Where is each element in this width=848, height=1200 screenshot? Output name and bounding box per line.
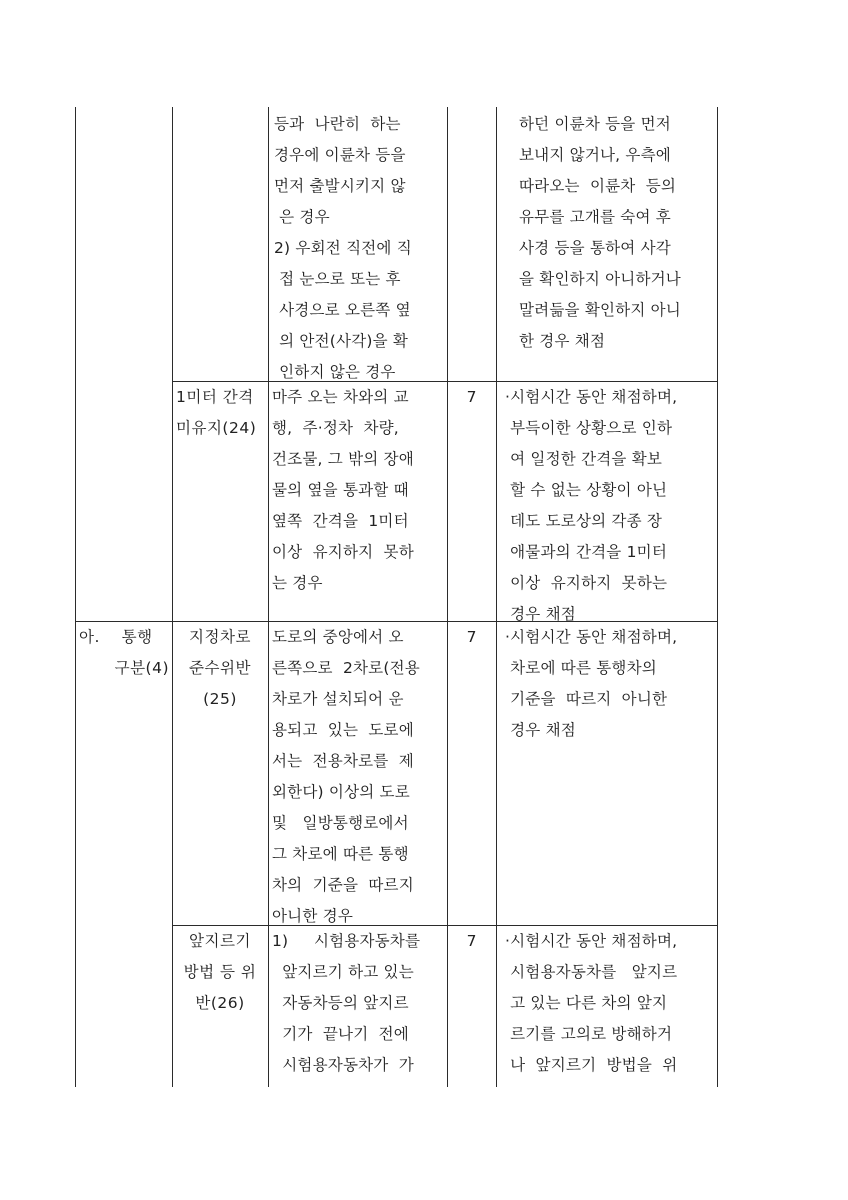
text-line: 인하지 않은 경우 (274, 363, 396, 381)
text-line: 옆쪽 간격을 1미터 (272, 512, 409, 530)
text-line: 부득이한 상황으로 인하 (505, 419, 673, 437)
item-cell (176, 382, 256, 444)
text-line: 먼저 출발시키지 않 (274, 177, 406, 195)
text-line: 서는 전용차로를 제 (272, 752, 414, 770)
criteria-cell (272, 622, 420, 932)
text-line: 경우 채점 (505, 721, 576, 739)
text-line: 도로의 중앙에서 오 (272, 628, 404, 646)
points-cell (447, 382, 496, 413)
text-line: 앞지르기 하고 있는 (272, 963, 414, 981)
notes-cell (505, 926, 677, 1081)
text-line: ·시험시간 동안 채점하며, (505, 628, 678, 646)
text-line: 경우에 이륜차 등을 (274, 146, 406, 164)
text-line: 1) 시험용자동차를 (272, 932, 421, 950)
table-border-left (75, 107, 76, 1087)
text-line: 그 차로에 따른 통행 (272, 845, 409, 863)
text-line: 르기를 고의로 방해하거 (505, 1025, 673, 1043)
column-divider-criteria (268, 107, 269, 1087)
points-value: 7 (466, 388, 477, 406)
text-line: 한 경우 채점 (519, 332, 606, 350)
text-line: 차로가 설치되어 운 (272, 690, 404, 708)
text-line: 말려듦을 확인하지 아니 (519, 301, 681, 319)
points-cell (447, 622, 496, 653)
item-cell (172, 622, 268, 715)
notes-cell (519, 109, 681, 357)
text-line: (25) (203, 690, 237, 708)
text-line: 른쪽으로 2차로(전용 (272, 659, 420, 677)
text-line: 시험용자동차가 가 (272, 1056, 414, 1074)
text-line: 차로에 따른 통행차의 (505, 659, 657, 677)
text-line: 반(26) (195, 994, 245, 1012)
text-line: 하던 이륜차 등을 먼저 (519, 115, 671, 133)
text-line: 접 눈으로 또는 후 (274, 270, 401, 288)
table-border-right (717, 107, 718, 1087)
text-line: 구분(4) (114, 659, 169, 677)
text-line: 이상 유지하지 못하 (272, 543, 414, 561)
text-line: 앞지르기 (189, 932, 251, 950)
text-line: 아니한 경우 (272, 907, 353, 925)
text-line: 2) 우회전 직전에 직 (274, 239, 412, 257)
text-line: ·시험시간 동안 채점하며, (505, 388, 678, 406)
criteria-cell (272, 382, 414, 599)
column-divider-notes (496, 107, 497, 1087)
text-line: 지정차로 (189, 628, 251, 646)
text-line: 준수위반 (189, 659, 251, 677)
text-line: 할 수 없는 상황이 아닌 (505, 481, 668, 499)
text-line: 사경으로 오른쪽 옆 (274, 301, 411, 319)
notes-cell (505, 622, 677, 746)
text-line: 건조물, 그 밖의 장애 (272, 450, 414, 468)
text-line: 미유지(24) (176, 419, 257, 437)
text-line: 이상 유지하지 못하는 (505, 574, 668, 592)
text-line: 행, 주·정차 차량, (272, 419, 399, 437)
text-line: 자동차등의 앞지르 (272, 994, 409, 1012)
text-line: 사경 등을 통하여 사각 (519, 239, 671, 257)
notes-cell (505, 382, 677, 630)
text-line: 데도 도로상의 각종 장 (505, 512, 663, 530)
text-line: 유무를 고개를 숙여 후 (519, 208, 671, 226)
text-line: 따라오는 이륜차 등의 (519, 177, 677, 195)
text-line: 나 앞지르기 방법을 위 (505, 1056, 678, 1074)
category-cell (79, 622, 169, 684)
text-line: 물의 옆을 통과할 때 (272, 481, 409, 499)
text-line: 기준을 따르지 아니한 (505, 690, 668, 708)
text-line: 보내지 않거나, 우측에 (519, 146, 671, 164)
text-line: 애물과의 간격을 1미터 (505, 543, 668, 561)
criteria-cell (272, 926, 420, 1081)
text-line: 경우 채점 (505, 605, 576, 623)
points-cell (447, 926, 496, 957)
text-line: 은 경우 (274, 208, 330, 226)
text-line: 외한다) 이상의 도로 (272, 783, 410, 801)
text-line: 아. 통행 (79, 628, 153, 646)
text-line: 등과 나란히 하는 (274, 115, 401, 133)
criteria-cell (274, 109, 412, 388)
text-line: 의 안전(사각)을 확 (274, 332, 409, 350)
text-line: 시험용자동차를 앞지르 (505, 963, 678, 981)
text-line: 여 일정한 간격을 확보 (505, 450, 663, 468)
text-line: 용되고 있는 도로에 (272, 721, 414, 739)
text-line: 고 있는 다른 차의 앞지 (505, 994, 668, 1012)
text-line: 기가 끝나기 전에 (272, 1025, 409, 1043)
text-line: 마주 오는 차와의 교 (272, 388, 409, 406)
text-line: 방법 등 위 (183, 963, 257, 981)
text-line: 및 일방통행로에서 (272, 814, 409, 832)
text-line: 1미터 간격 (176, 388, 254, 406)
text-line: 을 확인하지 아니하거나 (519, 270, 681, 288)
text-line: 차의 기준을 따르지 (272, 876, 414, 894)
text-line: ·시험시간 동안 채점하며, (505, 932, 678, 950)
text-line: 는 경우 (272, 574, 323, 592)
points-value: 7 (466, 628, 477, 646)
points-value: 7 (466, 932, 477, 950)
item-cell (172, 926, 268, 1019)
